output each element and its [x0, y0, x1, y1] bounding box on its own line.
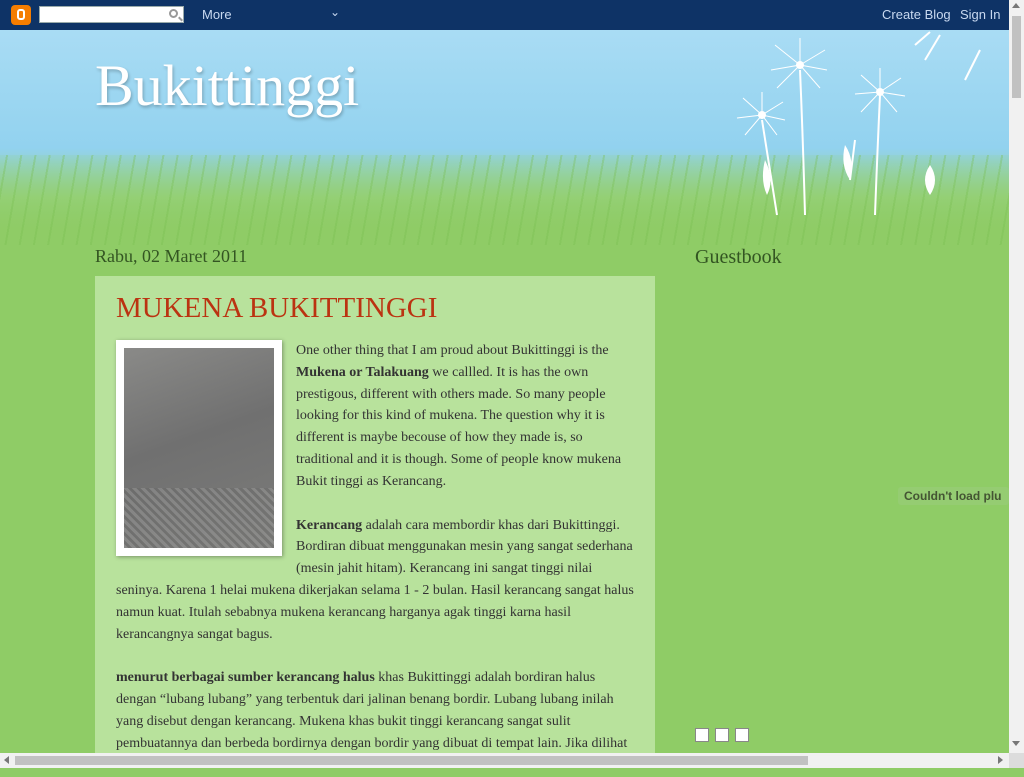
blogger-logo-icon[interactable]: [11, 5, 31, 25]
vertical-scroll-thumb[interactable]: [1012, 16, 1021, 98]
scroll-up-icon[interactable]: [1012, 3, 1020, 8]
search-input[interactable]: [39, 6, 184, 23]
broken-image-icon[interactable]: [715, 728, 729, 742]
broken-image-icon[interactable]: [735, 728, 749, 742]
search-icon[interactable]: [169, 9, 178, 18]
blogger-navbar: [0, 0, 1009, 30]
more-menu-link[interactable]: More: [202, 7, 232, 22]
scroll-down-icon[interactable]: [1012, 741, 1020, 746]
scrollbar-corner: [1009, 753, 1024, 768]
blog-post: [95, 276, 655, 756]
plugin-error-message: Couldn't load plu: [898, 487, 1009, 505]
dandelion-decoration: [725, 30, 1005, 245]
scroll-left-icon[interactable]: [4, 756, 9, 764]
blog-header: [0, 30, 1009, 245]
vertical-scrollbar[interactable]: [1009, 0, 1024, 753]
post-image[interactable]: [116, 340, 282, 556]
chevron-down-icon[interactable]: ⌄: [330, 5, 341, 19]
sign-in-link[interactable]: Sign In: [960, 7, 1001, 22]
post-title[interactable]: MUKENA BUKITTINGGI: [116, 292, 438, 324]
horizontal-scroll-thumb[interactable]: [15, 756, 808, 765]
sidebar-title-guestbook: Guestbook: [695, 246, 782, 268]
post-paragraph: One other thing that I am proud about Bukittinggi is the Mukena or Talakuang we callled. It is has the own prestigous, different with others made. So many people looking for this kind of mukena. The question why it is different is maybe becouse of how they made is, so traditional and it is though. Some of people know mukena Bukit tinggi as Kerancang.: [296, 343, 622, 489]
scroll-right-icon[interactable]: [998, 756, 1003, 764]
broken-image-icon[interactable]: [695, 728, 709, 742]
create-blog-link[interactable]: Create Blog: [882, 7, 951, 22]
blog-title[interactable]: Bukittinggi: [95, 53, 360, 118]
mukena-photo[interactable]: [124, 348, 274, 548]
post-paragraph: Kerancang adalah cara membordir khas dari Bukittinggi. Bordiran dibuat menggunakan mesin yang sangat sederhana (mesin jahit hitam). Kerancang ini sangat tinggi nilai seninya. Karena 1 helai mukena dikerjakan selama 1 - 2 bulan. Hasil kerancang sangat halus namun kuat. Itulah sebabnya mukena kerancang harganya agak tinggi karna hasil kerancangnya sangat bagus.: [116, 517, 634, 642]
post-date: Rabu, 02 Maret 2011: [95, 246, 248, 266]
post-paragraph: menurut berbagai sumber kerancang halus khas Bukittinggi adalah bordiran halus dengan “lubang lubang” yang terbentuk dari jalinan benang bordir. Lubang lubang inilah yang disebut dengan kerancang. Mukena khas bukit tinggi kerancang sangat sulit pembuatannya dan berbeda bordirnya dengan bordir yang dibuat di tempat lain. Jika dilihat: [116, 670, 628, 751]
horizontal-scrollbar[interactable]: [0, 753, 1009, 768]
